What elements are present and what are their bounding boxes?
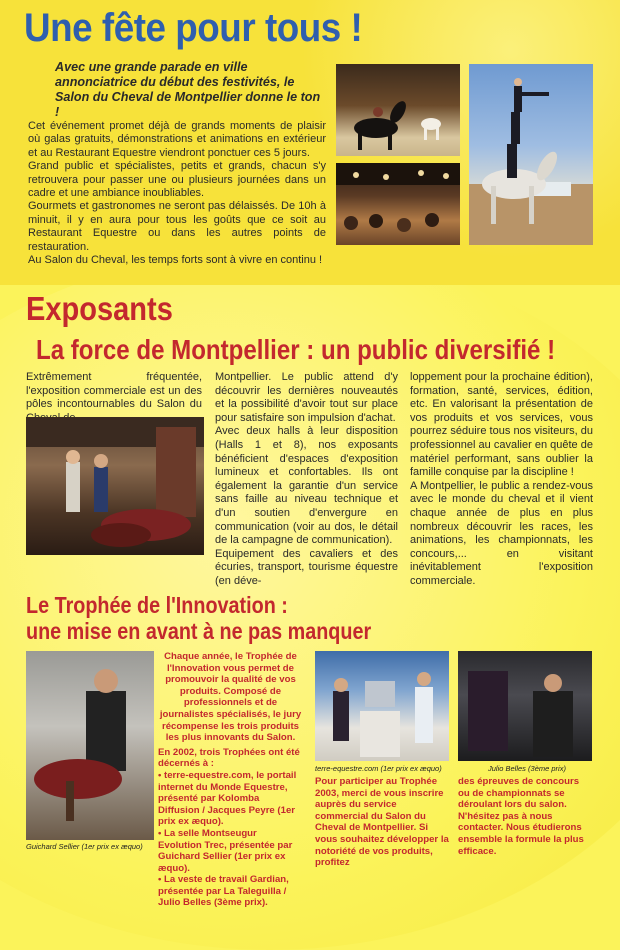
section-subtitle-trophee: une mise en avant à ne pas manquer xyxy=(26,618,372,644)
acrobats-illustration xyxy=(469,64,593,245)
trophee-bullet: • La veste de travail Gardian, présentée par La Taleguilla / Julio Belles (3ème prix). xyxy=(158,874,289,909)
exposants-col3 xyxy=(410,371,593,589)
section-title-fete: Une fête pour tous ! xyxy=(24,6,363,50)
saddler-illustration xyxy=(26,651,154,840)
section-title-exposants: Exposants xyxy=(26,290,173,327)
paragraph: Montpellier. Le public attend d'y découvrir les dernières nouveautés et la possibilité d'avoir tout sur place pour satisfaire son impulsion d'achat. xyxy=(215,371,398,424)
photo-guichard-sellier xyxy=(26,651,154,840)
paragraph: loppement pour la prochaine édition), formation, santé, services, édition, etc. En valorisant la présentation de vos produits et vos services, vous pourrez séduire tous nos visiteurs, du professionnel au cavalier en quête de matériel performant, sans oublier la famille conquise par la discipline ! xyxy=(410,371,593,479)
paragraph: Au Salon du Cheval, les temps forts sont à vivre en continu ! xyxy=(28,254,323,267)
section-subtitle-force: La force de Montpellier : un public diversifié ! xyxy=(36,334,556,365)
trophee-col1 xyxy=(158,651,303,909)
stand-illustration xyxy=(315,651,449,761)
photo-terre-equestre xyxy=(315,651,449,761)
photo-saddle-shop xyxy=(26,417,204,555)
paragraph: Cet événement promet déjà de grands moments de plaisir où galas gratuits, démonstrations et animations en extérieur et au Restaurant Equestre viendront ponctuer ces 5 jours. xyxy=(28,120,326,159)
paragraph: Equipement des cavaliers et des écuries, transport, tourisme équestre (en déve- xyxy=(215,547,398,587)
trophee-bullet: • La selle Montseugur Evolution Trec, présentée par Guichard Sellier (1er prix ex æquo). xyxy=(158,827,293,874)
caption-guichard: Guichard Sellier (1er prix ex æquo) xyxy=(26,842,143,851)
jacket-illustration xyxy=(458,651,592,761)
trophee-2002: En 2002, trois Trophées ont été décernés à : xyxy=(158,746,300,770)
paragraph: Grand public et spécialistes, petits et grands, chacun s'y retrouvera pour passer une ou plusieurs journées dans un cadre et une ambiance inoubliables. xyxy=(28,160,326,200)
trophee-col2: Pour participer au Trophée 2003, merci de vous inscrire auprès du service commercial du Salon du Cheval de Montpellier. Si vous souhaitez développer la notoriété de vos produits, profitez xyxy=(315,776,449,869)
photo-julio-belles xyxy=(458,651,592,761)
section-title-trophee: Le Trophée de l'Innovation : xyxy=(26,592,288,618)
section1-body xyxy=(28,120,326,267)
caption-terre-equestre: terre-equestre.com (1er prix ex æquo) xyxy=(315,764,442,773)
caption-julio-belles: Julio Belles (3ème prix) xyxy=(488,764,566,773)
horse-illustration xyxy=(336,64,460,156)
trophee-col3: des épreuves de concours ou de championnats se déroulant lors du salon. N'hésitez pas à nous contacter. Nous étudierons ensemble la formule la plus efficace. xyxy=(458,776,584,857)
trophee-bullet: • terre-equestre.com, le portail internet du Monde Equestre, présenté par Kolomba Diffusion / Jacques Peyre (1er prix ex æquo). xyxy=(158,769,297,828)
paragraph: Gourmets et gastronomes ne seront pas délaissés. De 10h à minuit, il y en aura pour tous les goûts que ce soit au Restaurant Equestre ou dans les autres points de restauration. xyxy=(28,200,326,253)
saddle-shop-illustration xyxy=(26,417,204,555)
photo-restaurant-hall xyxy=(336,163,460,245)
crowd-illustration xyxy=(336,163,460,245)
paragraph: A Montpellier, le public a rendez-vous avec le monde du cheval et il vient chaque année de plus en plus nombreux découvrir les races, les animations, les championnats, les concours,... en visitant inévitablement l'exposition commerciale. xyxy=(410,479,593,587)
intro-text: Avec une grande parade en ville annonciatrice du début des festivités, le Salon du Cheval de Montpellier donne le ton ! xyxy=(55,60,321,119)
photo-horse-gala xyxy=(336,64,460,156)
exposants-col2 xyxy=(215,371,398,589)
photo-acrobats-horse xyxy=(469,64,593,245)
trophee-intro: Chaque année, le Trophée de l'Innovation vous permet de promouvoir la qualité de vos produits. Composé de professionnels et de journalistes spécialisés, le jury récompense les trois produits les plus innovants du Salon. xyxy=(159,651,302,744)
paragraph: Avec deux halls à leur disposition (Halls 1 et 8), nos exposants bénéficient d'espaces d'exposition lumineux et confortables. Ils ont également la garantie d'un service sans faille au niveau technique et d'un soutien d'envergure en communication (voir au dos, le détail de la campagne de communication). xyxy=(215,425,398,547)
exposants-col1: Extrêmement fréquentée, l'exposition commerciale est un des pôles incontournables du Salon du xyxy=(26,371,202,411)
